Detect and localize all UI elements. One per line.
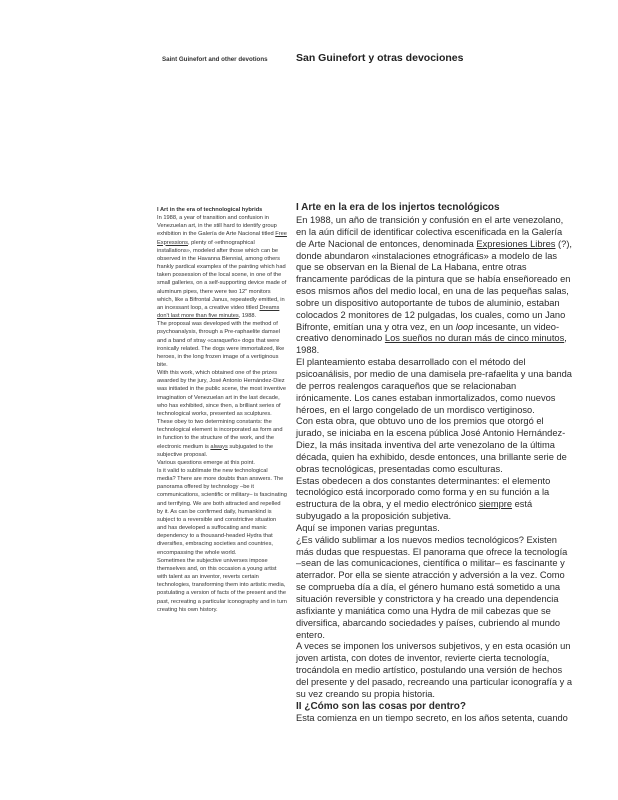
section-heading-spanish-2: II ¿Cómo son las cosas por dentro? bbox=[296, 700, 467, 712]
paragraph: The proposal was developed with the method of psychoanalysis, through a Pre-raphaelite damsel and a band of stray «caraqueño» dogs that were ironically related. The dogs were immortalized, like heroes, in the long frozen image of a vertiginous bite. bbox=[157, 321, 285, 368]
exhibition-title: Free Expressions bbox=[157, 231, 287, 246]
video-title: Dreams don't last more than five minutes bbox=[157, 304, 280, 320]
exhibition-title: Expresiones Libres bbox=[476, 238, 556, 249]
section-heading-english: I Art in the era of technological hybrids bbox=[157, 207, 263, 213]
paragraph: Aquí se imponen varias preguntas. bbox=[296, 522, 440, 533]
paragraph: A veces se imponen los universos subjetivos, y en esta ocasión un joven artista, con dotes de inventor, revierte cierta tecnología, trocándola en medio artístico, postulando una versión de hechos del presente y del pasado, recreando una particular iconografía y a su vez creando su propia historia. bbox=[296, 641, 572, 699]
paragraph: El planteamiento estaba desarrollado con el método del psicoanálisis, por medio de una damisela pre-rafaelita y una banda de perros realengos caraqueños que se relacionaban irónicamente. Los canes estaban inmortalizados, como nuevos héroes, en el largo congelado de un mordisco vertiginoso. bbox=[296, 357, 572, 415]
paragraph: Is it valid to sublimate the new technological media? There are more doubts than answers. The panorama offered by technology –be it communications, scientific or military– is fascinating and terrifying. We are both attracted and repelled by it. As can be confirmed daily, humankind is subject to a reversible and constrictive situation and has developed a suffocating and manic dependency to a thousand-headed Hydra that diversifies, embracing societies and countries, encompassing the whole world. bbox=[157, 468, 287, 556]
paragraph: ¿Es válido sublimar a los nuevos medios tecnológicos? Existen más dudas que respuestas. El panorama que ofrece la tecnología –sean de las comunicaciones, científica o militar– es fascinante y aterrador. Por ella se siente atracción y adversión a la vez. Como se comprueba día a día, el género humano está sometido a una situación reversible y constrictora y ha creado una dependencia asfixiante y maniática como una Hydra de mil cabezas que se diversifica, abarcando sociedades y países, cubriendo al mundo entero. bbox=[296, 534, 568, 640]
paragraph: With this work, which obtained one of the prizes awarded by the jury, José Antonio Hernández-Diez was initiated in the public scene, the most inventive imagination of Venezuelan art in the last decade, who has exhibited, since then, a brilliant series of technological works, presented as sculptures. bbox=[157, 370, 286, 417]
paragraph: In 1988, a year of transition and confusion in Venezuelan art, in the still hard to identify group exhibition in the Galería de Arte Nacional titled Free Expressions, plenty of «ethnographical installations», modeled after those which can be observed in the Havanna Biennial, among others frankly pardical examples of the painting which had taken possession of the local scene, in one of the small galleries, on a self-supporting device made of aluminum pipes, there were two 12" monitors which, like a Bifrontal Janus, repeatedly emitted, in an incessant loop, a creative video titled Dreams don't last more than five minutes, 1988. bbox=[157, 215, 287, 320]
section-heading-spanish: I Arte en la era de los injertos tecnológicos bbox=[296, 202, 500, 213]
paragraph: Estas obedecen a dos constantes determinantes: el elemento tecnológico está incorporado como forma y en su función a la estructura de la obra, y el medio electrónico siempre está subyugado a la proposición subjetiva. bbox=[296, 475, 551, 522]
paragraph: Sometimes the subjective universes impose themselves and, on this occasion a young artist with talent as an inventor, reverts certain technologies, transforming them into artistic media, postulating a version of facts of the present and the past, recreating a particular iconography and in turn creating his own history. bbox=[157, 557, 287, 613]
paragraph: Various questions emerge at this point. bbox=[157, 459, 255, 466]
paragraph: En 1988, un año de transición y confusión en el arte venezolano, en la aún difícil de identificar colectiva escenificada en la Galería de Arte Nacional de entonces, denominada Expresiones Libres (?), donde abundaron «instalaciones etnográficas» a modelo de las que se observan en la Bienal de La Habana, entre otras francamente paródicas de la pintura que se había enseñoreado en esos mismos años del medio local, en una de las pequeñas salas, sobre un dispositivo autoportante de tubos de aluminio, estaban colocados 2 monitores de 12 pulgadas, los cuales, como un Jano Bifronte, emitían una y otra vez, en un loop incesante, un video-creativo denominado Los sueños no duran más de cinco minutos, 1988. bbox=[296, 215, 572, 356]
spanish-column bbox=[296, 201, 574, 724]
paragraph: These obey to two determining constants: the technological element is incorporated as form and in function to the structure of the work, and the electronic medium is always subjugated to the subjective proposal. bbox=[157, 419, 283, 458]
running-header-spanish: San Guinefort y otras devociones bbox=[296, 52, 464, 64]
video-title: Los sueños no duran más de cinco minutos bbox=[384, 333, 565, 344]
running-header-english: Saint Guinefort and other devotions bbox=[162, 56, 268, 63]
paragraph: Con esta obra, que obtuvo uno de los premios que otorgó el jurado, se iniciaba en la escena pública José Antonio Hernández-Diez, la más insitada inventiva del arte venezolano de la última década, quien ha exhibido, desde entonces, una brillante serie de obras tecnológicas, presentadas como esculturas. bbox=[296, 416, 567, 474]
paragraph: Esta comienza en un tiempo secreto, en los años setenta, cuando bbox=[296, 712, 568, 723]
english-column bbox=[157, 206, 287, 614]
